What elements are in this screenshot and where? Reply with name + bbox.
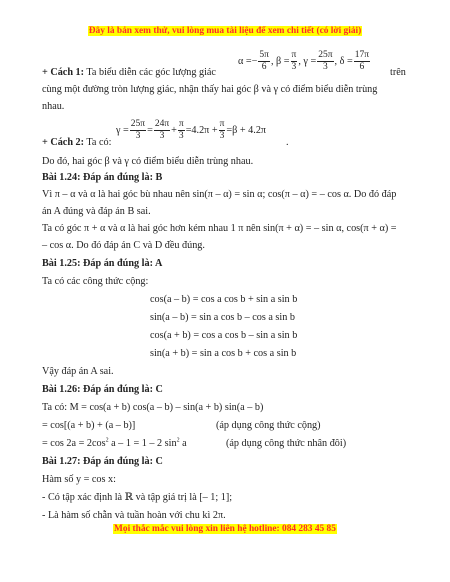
bai127-title: Bài 1.27: Đáp án đúng là: C	[42, 456, 163, 467]
gamma-fraction: $\frac{25\pi}{3}$	[318, 50, 333, 72]
cach1-line2: cùng một đường tròn lượng giác, nhận thấy hai góc β và γ có điểm biểu diễn trùng	[42, 84, 378, 95]
bai125-outro: Vậy đáp án A sai.	[42, 366, 114, 377]
alpha-fraction: $\frac{5\pi}{6}$	[259, 50, 269, 72]
conclusion-1: Do đó, hai góc β và γ có điểm biểu diễn trùng nhau.	[42, 156, 254, 167]
cach1-line1	[42, 66, 216, 79]
bai126-line2a: = cos[(a + b) + (a – b)]	[42, 420, 136, 431]
delta-fraction: $\frac{17\pi}{6}$	[354, 50, 369, 72]
bai124-title: Bài 1.24: Đáp án đúng là: B	[42, 172, 163, 183]
cach1-angles: α =− $\frac{5\pi}{6}$ , β = $\frac{\pi}{3}$ , γ = $\frac{25\pi}{3}$ , δ = $\frac{17\pi}{6}$	[238, 50, 369, 72]
cach2-label: + Cách 2:	[42, 137, 85, 148]
bai125-formula4: sin(a + b) = sin a cos b + cos a sin b	[150, 348, 297, 359]
bai126-line3d: (áp dụng công thức nhân đôi)	[226, 438, 347, 449]
bai126-line2b: (áp dụng công thức cộng)	[216, 420, 321, 431]
bai124-line2: án A đúng và đáp án B sai.	[42, 206, 151, 217]
beta-fraction: $\frac{\pi}{3}$	[291, 50, 297, 72]
cach1-line3: nhau.	[42, 101, 65, 112]
bai125-formula3: cos(a + b) = cos a cos b – sin a sin b	[150, 330, 298, 341]
bai126-line3: = $\cos 2a = 2\cos^2$ a – 1 = 1 – 2 $\sin^2 a$	[42, 437, 187, 449]
bai127-line3: - Là hàm số chẵn và tuần hoàn với chu kì 2π.	[42, 510, 226, 521]
bai124-line1: Vì π – α và α là hai góc bù nhau nên sin(π – α) = sin α; cos(π – α) = – cos α. Do đó đáp	[42, 189, 397, 200]
cach2-line: + Cách 2: Ta có:	[42, 137, 112, 148]
footer-banner: Mọi thắc mắc vui lòng xin liên hệ hotline: 084 283 45 85	[114, 524, 336, 534]
bai125-title: Bài 1.25: Đáp án đúng là: A	[42, 258, 163, 269]
cach2-end: .	[286, 137, 289, 148]
bai124-line3: Ta có góc π + α và α là hai góc hơn kém nhau 1 π nên sin(π + α) = – sin α, cos(π + α) =	[42, 223, 397, 234]
cach1-text: Ta biểu diễn các góc lượng giác	[84, 67, 216, 78]
bai126-title: Bài 1.26: Đáp án đúng là: C	[42, 384, 163, 395]
bai125-intro: Ta có các công thức cộng:	[42, 276, 149, 287]
bai127-line2: - Có tập xác định là ℝ và tập giá trị là [– 1; 1];	[42, 492, 233, 503]
bai124-line4: – cos α. Do đó đáp án C và D đều đúng.	[42, 240, 205, 251]
cach1-tail: trên	[390, 67, 406, 78]
bai125-formula2: sin(a – b) = sin a cos b – cos a sin b	[150, 312, 295, 323]
header-banner: Đây là bản xem thử, vui lòng mua tài liệu để xem chi tiết (có lời giải)	[88, 26, 362, 36]
cach1-label: + Cách 1:	[42, 67, 85, 78]
bai125-formula1: cos(a – b) = cos a cos b + sin a sin b	[150, 294, 298, 305]
bai126-line1: Ta có: M = cos(a + b) cos(a – b) – sin(a + b) sin(a – b)	[42, 402, 264, 413]
cach2-equation: γ = $\frac{25\pi}{3}$ = $\frac{24\pi}{3}$ + $\frac{\pi}{3}$ =4.2π + $\frac{\pi}{3}$ =β + 4.2π	[116, 119, 267, 141]
bai127-line1: Hàm số y = cos x:	[42, 474, 116, 485]
